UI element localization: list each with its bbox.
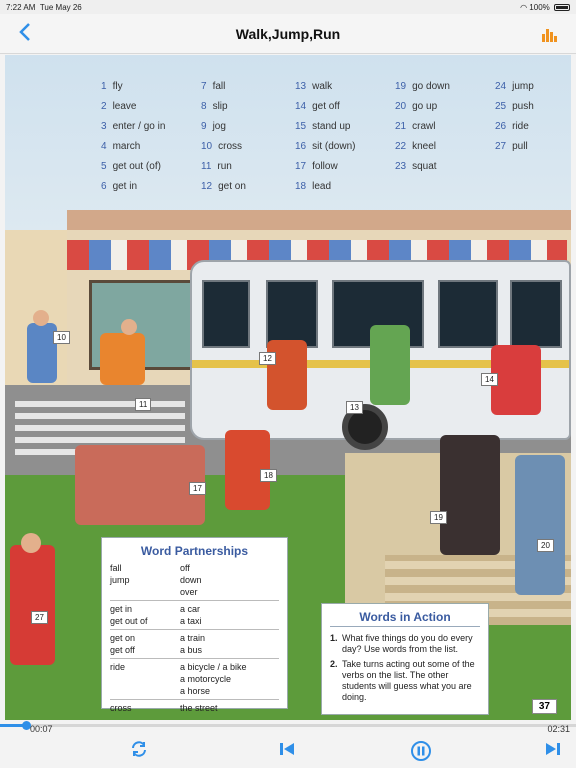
wp-row: a horse bbox=[180, 686, 211, 696]
elapsed-time: 00:07 bbox=[30, 724, 53, 734]
vocab-column-3 bbox=[295, 81, 355, 192]
vocab-item: 2 leave bbox=[101, 101, 137, 112]
battery-icon bbox=[554, 4, 570, 11]
wp-row: ride a bicycle / a bike bbox=[110, 662, 247, 672]
page-number: 37 bbox=[532, 699, 557, 714]
person-going-down-stairs bbox=[440, 435, 500, 555]
vocab-item: 9 jog bbox=[201, 121, 226, 132]
skip-back-icon[interactable] bbox=[278, 740, 302, 764]
navigation-bar bbox=[0, 14, 576, 54]
vocab-item: 7 fall bbox=[201, 81, 226, 92]
vocab-item: 13 walk bbox=[295, 81, 333, 92]
person-running bbox=[100, 333, 145, 385]
scene-tag: 11 bbox=[135, 398, 151, 411]
scene-tag: 14 bbox=[481, 373, 498, 386]
word-partnerships-title: Word Partnerships bbox=[140, 544, 249, 558]
person-going-up-stairs bbox=[515, 455, 565, 595]
vocab-item: 20 go up bbox=[395, 101, 438, 112]
wp-row: fall off bbox=[110, 563, 190, 573]
status-bar bbox=[0, 0, 576, 14]
wp-row: get off a bus bbox=[110, 645, 203, 655]
vocab-column-5 bbox=[495, 81, 534, 152]
words-in-action-box bbox=[321, 603, 489, 715]
wp-row: get in a car bbox=[110, 604, 201, 614]
vocab-item: 26 ride bbox=[495, 121, 529, 132]
wp-row: get on a train bbox=[110, 633, 206, 643]
wia-item: 1. What five things do you do every day? Use words from the list. bbox=[330, 633, 473, 654]
child-pulling bbox=[10, 545, 55, 665]
wifi-icon: ◠ bbox=[520, 3, 528, 12]
vocab-item: 12 get on bbox=[201, 181, 246, 192]
book-page bbox=[5, 55, 571, 720]
person-head bbox=[121, 319, 137, 335]
wp-row: get out of a taxi bbox=[110, 616, 202, 626]
pause-icon[interactable] bbox=[410, 740, 434, 764]
vocab-item: 16 sit (down) bbox=[295, 141, 356, 152]
vocab-column-1 bbox=[101, 81, 165, 192]
group-of-children bbox=[75, 445, 205, 525]
vocab-item: 4 march bbox=[101, 141, 141, 152]
vocab-item: 24 jump bbox=[495, 81, 534, 92]
vocab-item: 21 crawl bbox=[395, 121, 436, 132]
vocab-item: 22 kneel bbox=[395, 141, 437, 152]
scene-tag: 13 bbox=[346, 401, 363, 414]
battery-percent: 100% bbox=[529, 3, 550, 12]
vocab-item: 1 fly bbox=[101, 81, 123, 92]
equalizer-icon[interactable] bbox=[542, 28, 558, 42]
person-head bbox=[33, 310, 49, 326]
wp-row: cross the street bbox=[110, 703, 218, 713]
status-right bbox=[520, 3, 570, 12]
vocab-item: 14 get off bbox=[295, 101, 340, 112]
vocab-column-2 bbox=[201, 81, 246, 192]
vocab-item: 27 pull bbox=[495, 141, 528, 152]
progress-bar[interactable] bbox=[0, 722, 576, 728]
page-title: Walk,Jump,Run bbox=[235, 26, 341, 42]
wp-row: a motorcycle bbox=[180, 674, 232, 684]
person-getting-on-bus bbox=[267, 340, 307, 410]
vocab-item: 15 stand up bbox=[295, 121, 351, 132]
scene-tag: 17 bbox=[189, 482, 206, 495]
words-in-action-title: Words in Action bbox=[330, 610, 480, 627]
scene-tag: 19 bbox=[430, 511, 447, 524]
sky bbox=[5, 55, 571, 230]
vocab-item: 3 enter / go in bbox=[101, 121, 166, 132]
vocab-item: 6 get in bbox=[101, 181, 138, 192]
status-date: Tue May 26 bbox=[39, 3, 82, 12]
scene-tag: 20 bbox=[537, 539, 554, 552]
wia-item: 2. Take turns acting out some of the verbs on the list. The other students will guess what you are doing. bbox=[330, 659, 475, 702]
scene-tag: 12 bbox=[259, 352, 276, 365]
scene-tag: 27 bbox=[31, 611, 48, 624]
vocab-item: 11 run bbox=[201, 161, 232, 172]
person-walking bbox=[370, 325, 410, 405]
wp-row: jump down bbox=[110, 575, 202, 585]
status-time: 7:22 AM bbox=[6, 3, 36, 12]
vocab-item: 25 push bbox=[495, 101, 534, 112]
vocab-item: 17 follow bbox=[295, 161, 338, 172]
vocab-item: 10 cross bbox=[201, 141, 243, 152]
vocab-item: 19 go down bbox=[395, 81, 450, 92]
status-time-date bbox=[6, 3, 82, 12]
vocab-item: 5 get out (of) bbox=[101, 161, 161, 172]
skip-forward-icon[interactable] bbox=[544, 740, 568, 764]
word-partnerships-box bbox=[101, 537, 288, 713]
person-head bbox=[21, 533, 41, 553]
vocab-item: 23 squat bbox=[395, 161, 437, 172]
person-getting-off-bus bbox=[491, 345, 541, 415]
player-controls bbox=[0, 734, 576, 768]
scene-tag: 10 bbox=[53, 331, 70, 344]
repeat-icon[interactable] bbox=[130, 740, 154, 764]
vocab-item: 18 lead bbox=[295, 181, 332, 192]
total-time: 02:31 bbox=[547, 724, 570, 734]
vocab-item: 8 slip bbox=[201, 101, 228, 112]
scene-tag: 18 bbox=[260, 469, 277, 482]
wp-row: over bbox=[180, 587, 198, 597]
vocab-column-4 bbox=[395, 81, 450, 172]
